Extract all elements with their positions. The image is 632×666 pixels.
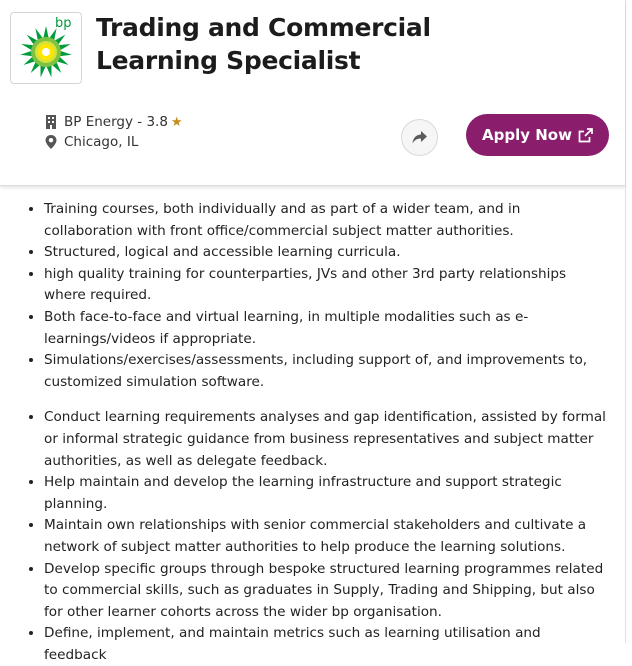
description-list-item: • Conduct learning requirements analyses and gap identification, assisted by formal or informal strategic guidance from business representatives and subject matter authorities, as well as delegate feedback. xyxy=(44,407,606,472)
responsibilities-list-b xyxy=(0,407,620,666)
job-location: Chicago, IL xyxy=(64,134,139,150)
description-list-item: • Simulations/exercises/assessments, including support of, and improvements to, customized simulation software. xyxy=(44,350,606,393)
star-icon: ★ xyxy=(170,114,183,130)
description-list-item: • Training courses, both individually and as part of a wider team, and in collaboration with front office/commercial subject matter authorities. xyxy=(44,199,606,242)
description-list-item: • Both face-to-face and virtual learning, in multiple modalities such as e-learnings/videos if appropriate. xyxy=(44,307,606,350)
share-icon xyxy=(412,131,427,144)
description-list-item: • Define, implement, and maintain metrics such as learning utilisation and feedback xyxy=(44,623,606,666)
responsibilities-list-a xyxy=(0,199,620,393)
company-logo xyxy=(10,12,82,84)
location-pin-icon xyxy=(44,134,58,150)
external-link-icon xyxy=(578,128,593,143)
company-rating: 3.8 xyxy=(146,114,168,130)
location-row xyxy=(44,134,138,150)
company-row xyxy=(44,114,183,130)
job-description xyxy=(0,186,620,663)
apply-now-button[interactable] xyxy=(466,114,609,156)
logo-text: bp xyxy=(55,16,72,31)
share-button[interactable] xyxy=(401,119,438,156)
job-title: Trading and Commercial Learning Specialist xyxy=(96,13,431,75)
description-list-item: • Help maintain and develop the learning infrastructure and support strategic planning. xyxy=(44,472,606,515)
apply-now-label: Apply Now xyxy=(482,126,572,144)
description-list-item: • Maintain own relationships with senior commercial stakeholders and cultivate a network of subject matter authorities to help produce the learning solutions. xyxy=(44,515,606,558)
building-icon xyxy=(44,114,58,130)
description-list-item: • high quality training for counterparties, JVs and other 3rd party relationships where required. xyxy=(44,264,606,307)
description-list-item: • Develop specific groups through bespoke structured learning programmes related to commercial skills, such as graduates in Supply, Trading and Shipping, but also for other learner cohorts across the wider bp organisation. xyxy=(44,559,606,624)
bp-helios-logo xyxy=(11,13,81,83)
company-rating-separator: - xyxy=(132,114,147,130)
description-list-item: • Structured, logical and accessible learning curricula. xyxy=(44,242,606,264)
job-header xyxy=(0,0,625,186)
company-name[interactable]: BP Energy xyxy=(64,114,133,130)
